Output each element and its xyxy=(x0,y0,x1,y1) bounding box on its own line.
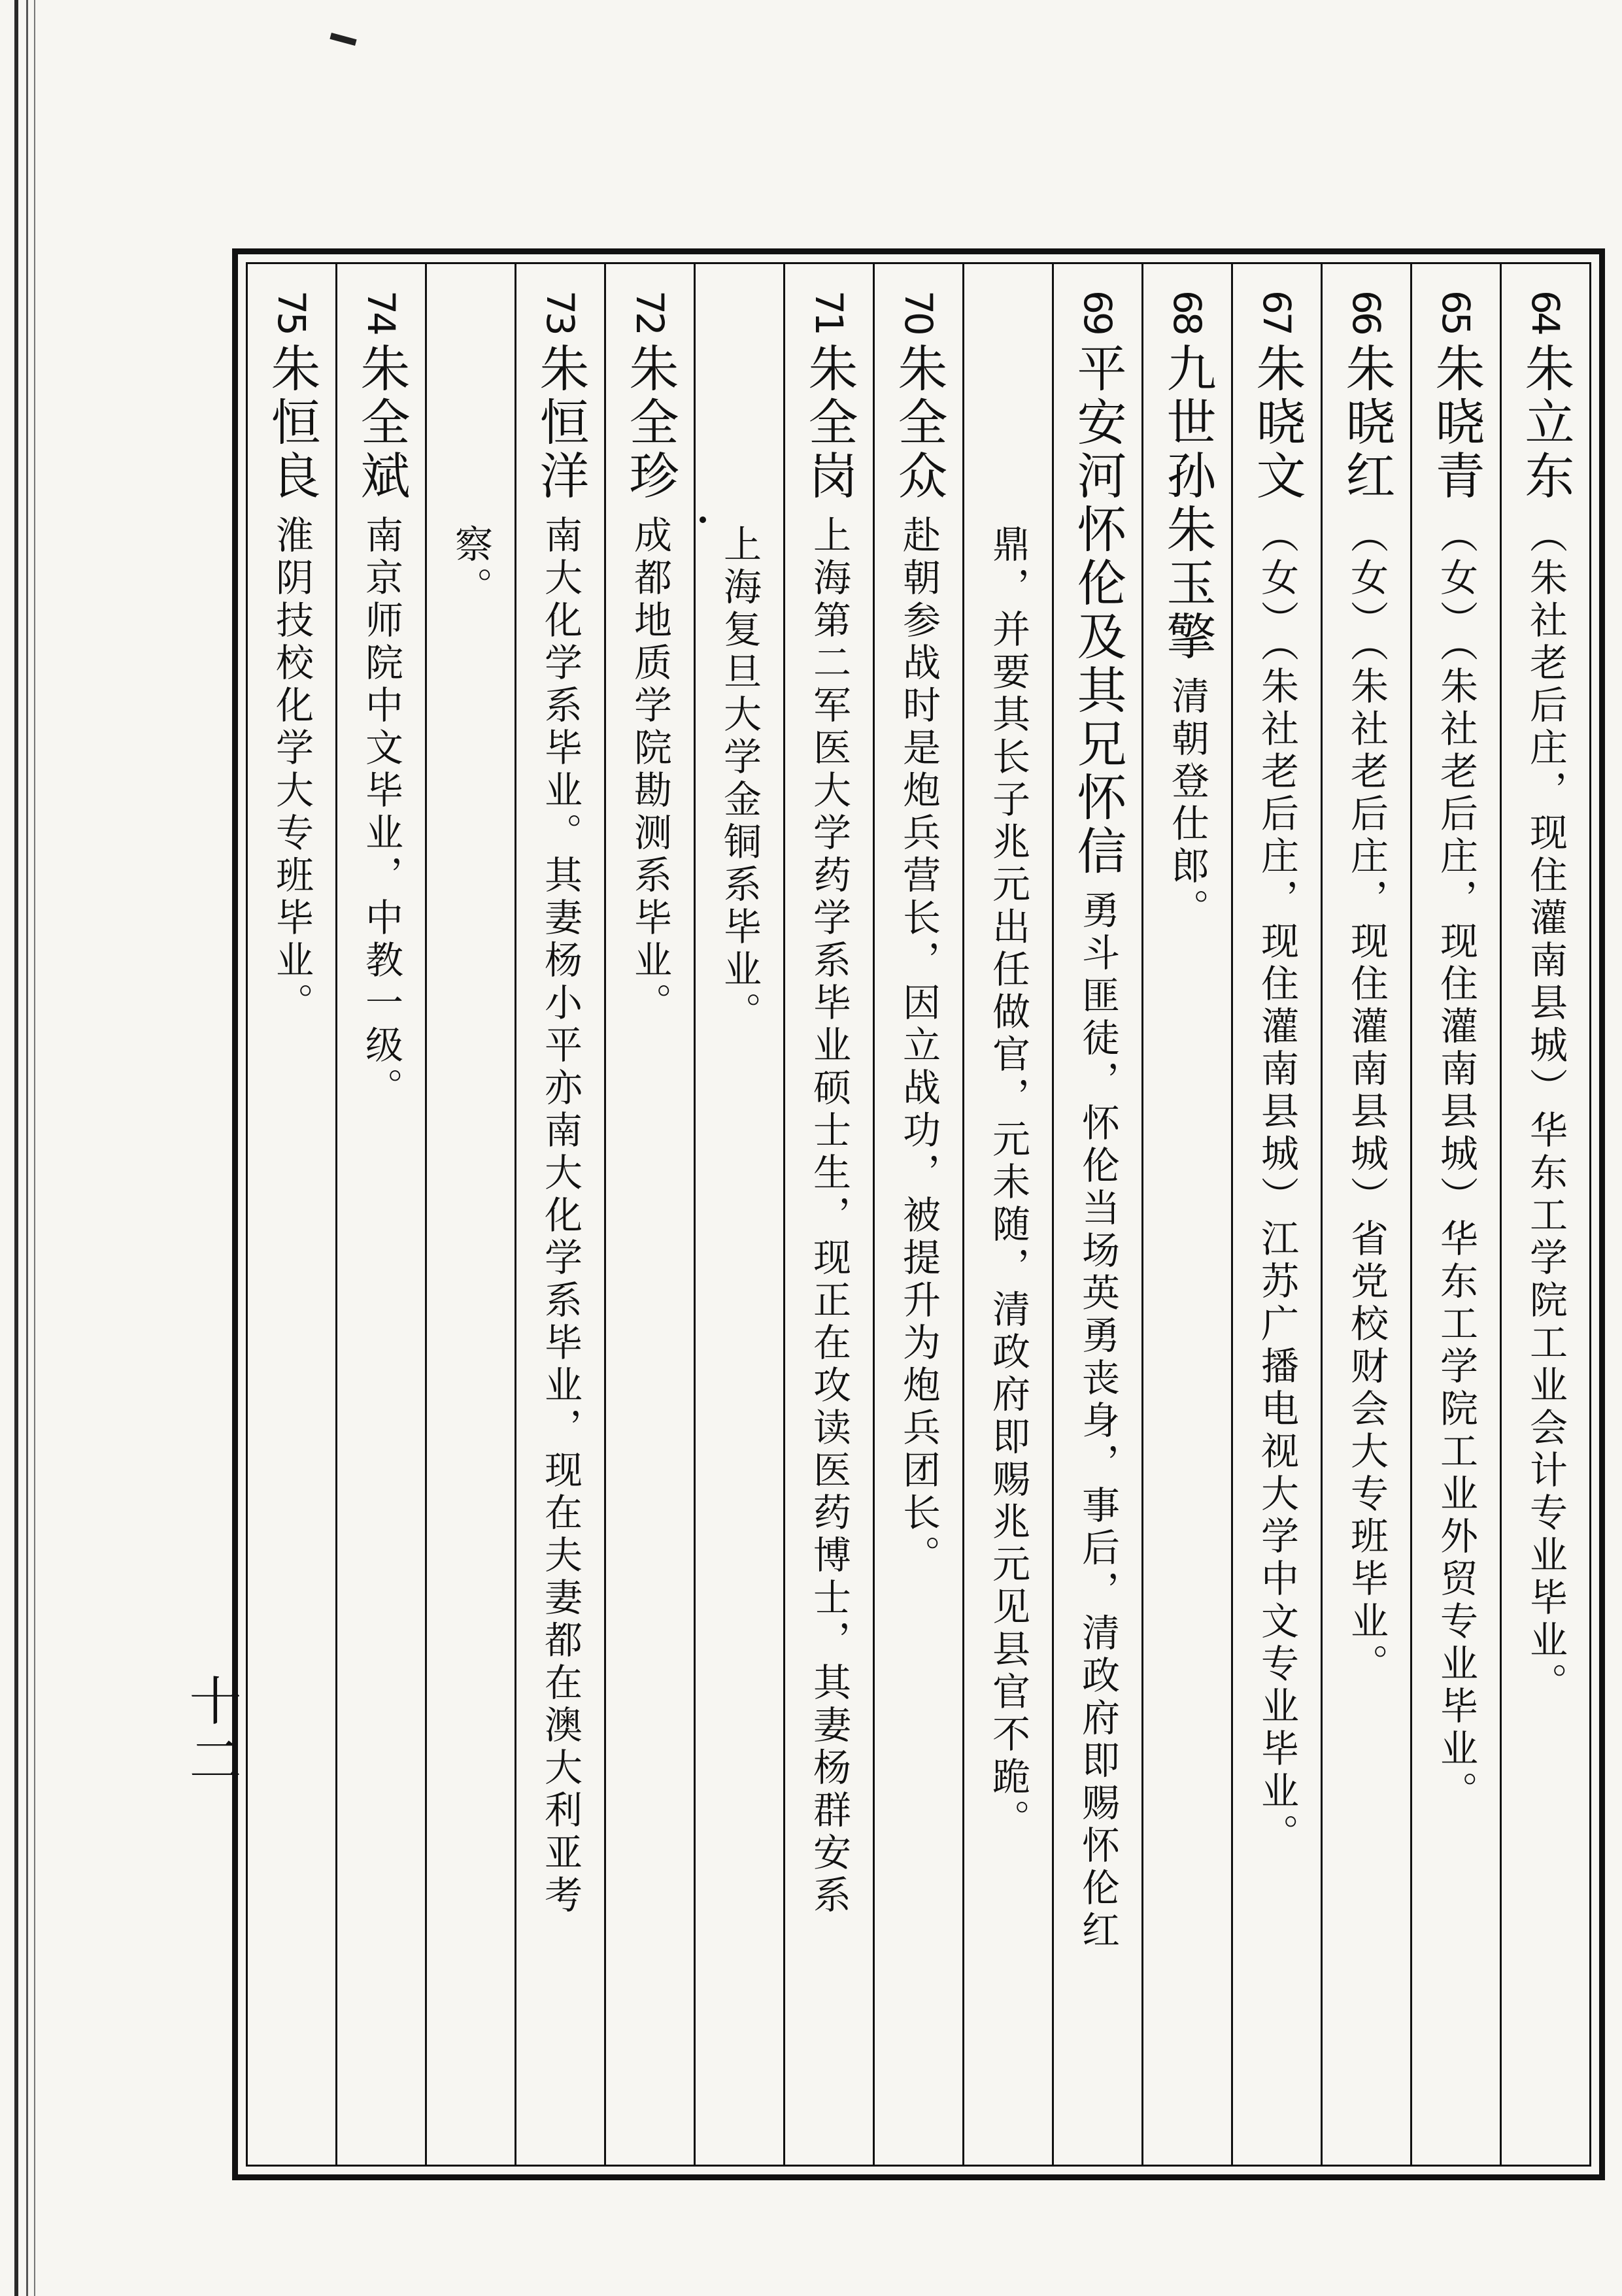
entry-description: （朱社老后庄，现住灌南县城）华东工学院工业会计专业毕业。 xyxy=(1523,515,1568,1705)
entry-description: 清朝登仕郎。 xyxy=(1165,675,1209,931)
entry-description-continued: 鼎，并要其长子兆元出任做官，元未随，清政府即赐兆元见县官不跪。 xyxy=(986,524,1030,1842)
entry-description-continued: 上海复旦大学金铜系毕业。 xyxy=(717,524,762,1034)
entry-column-66 xyxy=(1321,264,1410,2165)
entry-description: 南京师院中文毕业，中教一级。 xyxy=(359,515,403,1110)
entry-description: 赴朝参战时是炮兵营长，因立战功，被提升为炮兵团长。 xyxy=(896,515,941,1578)
entry-column-64 xyxy=(1500,264,1589,2165)
entry-column-70 xyxy=(873,264,962,2165)
entry-column-73 xyxy=(515,264,604,2165)
entry-name: 朱晓文 xyxy=(1248,342,1306,503)
genealogy-table xyxy=(246,262,1591,2167)
entry-description: 成都地质学院勘测系毕业。 xyxy=(628,515,672,1025)
entry-column-69-continued xyxy=(962,264,1052,2165)
entry-number: 67 xyxy=(1255,290,1299,333)
entry-name: 平安河怀伦及其兄怀信 xyxy=(1069,342,1127,879)
page-binding-edge-tertiary xyxy=(34,0,35,2296)
entry-description: 勇斗匪徒，怀伦当场英勇丧身，事后，清政府即赐怀伦红 xyxy=(1075,890,1120,1953)
entry-description: （女）（朱社老后庄，现住灌南县城）江苏广播电视大学中文专业毕业。 xyxy=(1255,515,1299,1856)
entry-name: 朱立东 xyxy=(1517,342,1575,503)
entry-name: 朱全岗 xyxy=(800,342,858,503)
entry-description: 南大化学系毕业。其妻杨小平亦南大化学系毕业，现在夫妻都在澳大利亚考 xyxy=(538,515,583,1917)
entry-column-69 xyxy=(1052,264,1141,2165)
entry-column-71 xyxy=(783,264,873,2165)
entry-number: 71 xyxy=(807,290,851,333)
scan-mark xyxy=(329,33,356,46)
entry-description-continued: 察。 xyxy=(448,524,493,609)
ink-dot xyxy=(700,516,706,523)
entry-description: 上海第二军医大学药学系毕业硕士生，现正在攻读医药博士，其妻杨群安系 xyxy=(807,515,851,1917)
entry-column-65 xyxy=(1410,264,1500,2165)
genealogy-table-frame xyxy=(232,248,1605,2180)
entry-number: 69 xyxy=(1075,290,1120,333)
page-binding-edge xyxy=(14,0,18,2296)
entry-name: 朱全斌 xyxy=(352,342,411,503)
entry-number: 74 xyxy=(359,290,403,333)
entry-column-71-continued xyxy=(694,264,783,2165)
entry-column-67 xyxy=(1231,264,1321,2165)
entry-name: 朱全众 xyxy=(890,342,948,503)
entry-description: （女）（朱社老后庄，现住灌南县城）华东工学院工业外贸专业毕业。 xyxy=(1434,515,1478,1814)
page-number: 十二 xyxy=(180,1674,241,1791)
entry-name: 朱晓青 xyxy=(1427,342,1485,503)
entry-number: 75 xyxy=(269,290,314,333)
entry-name: 朱晓红 xyxy=(1338,342,1396,503)
entry-column-72 xyxy=(604,264,694,2165)
entry-description: （女）（朱社老后庄，现住灌南县城）省党校财会大专班毕业。 xyxy=(1344,515,1389,1686)
entry-columns xyxy=(248,264,1589,2165)
entry-column-75 xyxy=(248,264,335,2165)
entry-name: 朱全珍 xyxy=(621,342,679,503)
entry-description: 淮阴技校化学大专班毕业。 xyxy=(269,515,314,1025)
entry-number: 64 xyxy=(1523,290,1568,333)
entry-column-73-continued xyxy=(425,264,515,2165)
entry-number: 70 xyxy=(896,290,941,333)
entry-number: 72 xyxy=(628,290,672,333)
page-binding-edge-secondary xyxy=(26,0,28,2296)
entry-number: 66 xyxy=(1344,290,1389,333)
entry-name: 九世孙朱玉擎 xyxy=(1158,342,1217,664)
entry-column-68 xyxy=(1141,264,1231,2165)
entry-column-74 xyxy=(335,264,425,2165)
entry-number: 65 xyxy=(1434,290,1478,333)
entry-name: 朱恒良 xyxy=(263,342,321,503)
entry-number: 73 xyxy=(538,290,583,333)
entry-name: 朱恒洋 xyxy=(532,342,590,503)
entry-number: 68 xyxy=(1165,290,1209,333)
